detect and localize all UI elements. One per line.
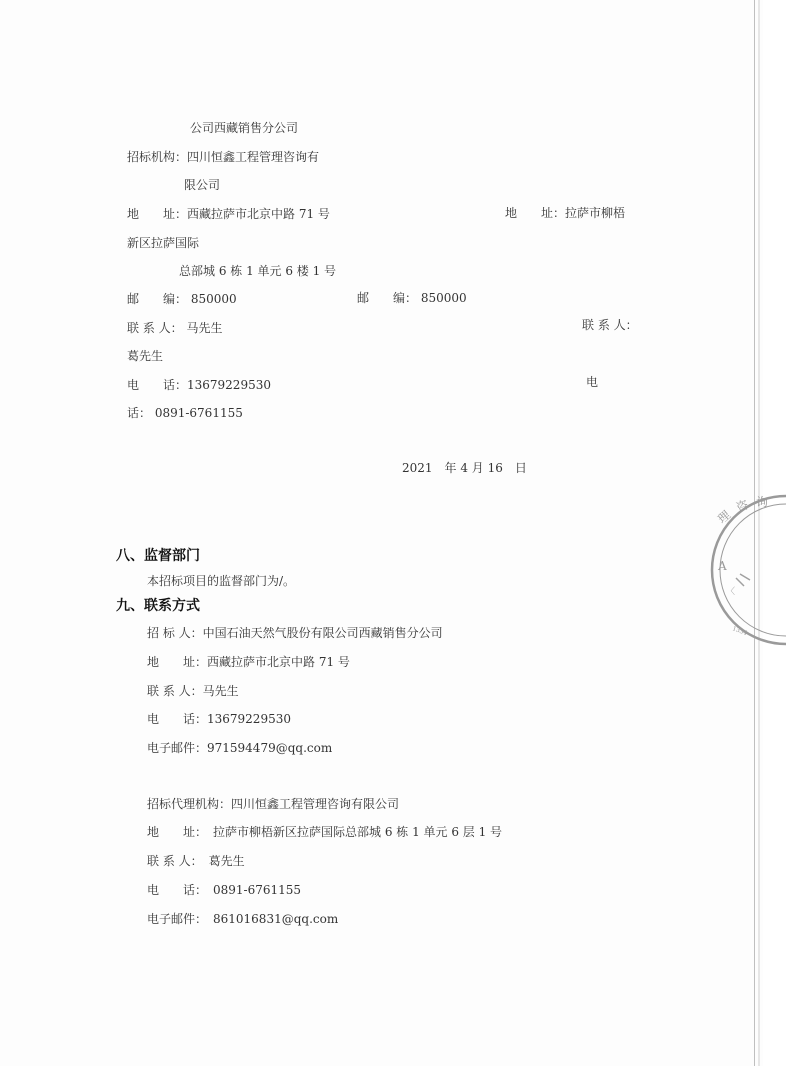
tenderer-address: 地 址：西藏拉萨市北京中路 71 号 [127, 207, 330, 221]
tenderer-contact: 联 系 人： 马先生 [127, 321, 223, 335]
agency-contact-name: 葛先生 [127, 349, 164, 363]
svg-text:A: A [718, 559, 727, 573]
agency-address: 地 址：拉萨市柳梧 [505, 206, 626, 220]
svg-text:1334: 1334 [731, 625, 749, 638]
agency-postcode: 邮 编： 850000 [357, 291, 467, 305]
tenderer-name-continuation: 公司西藏销售分公司 [190, 121, 299, 135]
supervision-department-text: 本招标项目的监督部门为/。 [147, 574, 296, 588]
svg-text:〈: 〈 [726, 587, 736, 597]
svg-text:理: 理 [714, 507, 734, 527]
agency-phone-label: 电 [586, 375, 599, 389]
tenderer-email-line: 电子邮件：971594479@qq.com [147, 741, 333, 755]
section-9-heading: 九、联系方式 [116, 598, 200, 614]
svg-text:询: 询 [756, 495, 769, 509]
agency-address-line: 地 址： 拉萨市柳梧新区拉萨国际总部城 6 栋 1 单元 6 层 1 号 [147, 825, 503, 839]
agency-name-line: 招标代理机构：四川恒鑫工程管理咨询有限公司 [147, 797, 400, 811]
tenderer-phone-line: 电 话：13679229530 [147, 712, 291, 726]
tenderer-contact-line: 联 系 人：马先生 [147, 684, 239, 698]
agency-phone: 话： 0891-6761155 [127, 406, 243, 420]
tenderer-line: 招 标 人：中国石油天然气股份有限公司西藏销售分公司 [147, 626, 443, 640]
agency-contact-line: 联 系 人： 葛先生 [147, 854, 245, 868]
agency-address-continuation-2: 总部城 6 栋 1 单元 6 楼 1 号 [179, 264, 337, 278]
agency-name-continuation: 限公司 [184, 178, 221, 192]
svg-text:咨: 咨 [734, 497, 751, 515]
section-8-heading: 八、监督部门 [116, 548, 200, 564]
tenderer-address-line: 地 址：西藏拉萨市北京中路 71 号 [147, 655, 350, 669]
agency-address-continuation-1: 新区拉萨国际 [127, 236, 200, 250]
tenderer-postcode: 邮 编： 850000 [127, 292, 237, 306]
document-date: 2021 年 4 月 16 日 [402, 461, 527, 475]
official-seal [706, 490, 786, 650]
agency-phone-line: 电 话： 0891-6761155 [147, 883, 302, 897]
agency-contact-label: 联 系 人： [582, 318, 638, 332]
agency-label: 招标机构：四川恒鑫工程管理咨询有 [127, 150, 320, 164]
agency-email-line: 电子邮件： 861016831@qq.com [147, 912, 339, 926]
tenderer-phone: 电 话：13679229530 [127, 378, 271, 392]
